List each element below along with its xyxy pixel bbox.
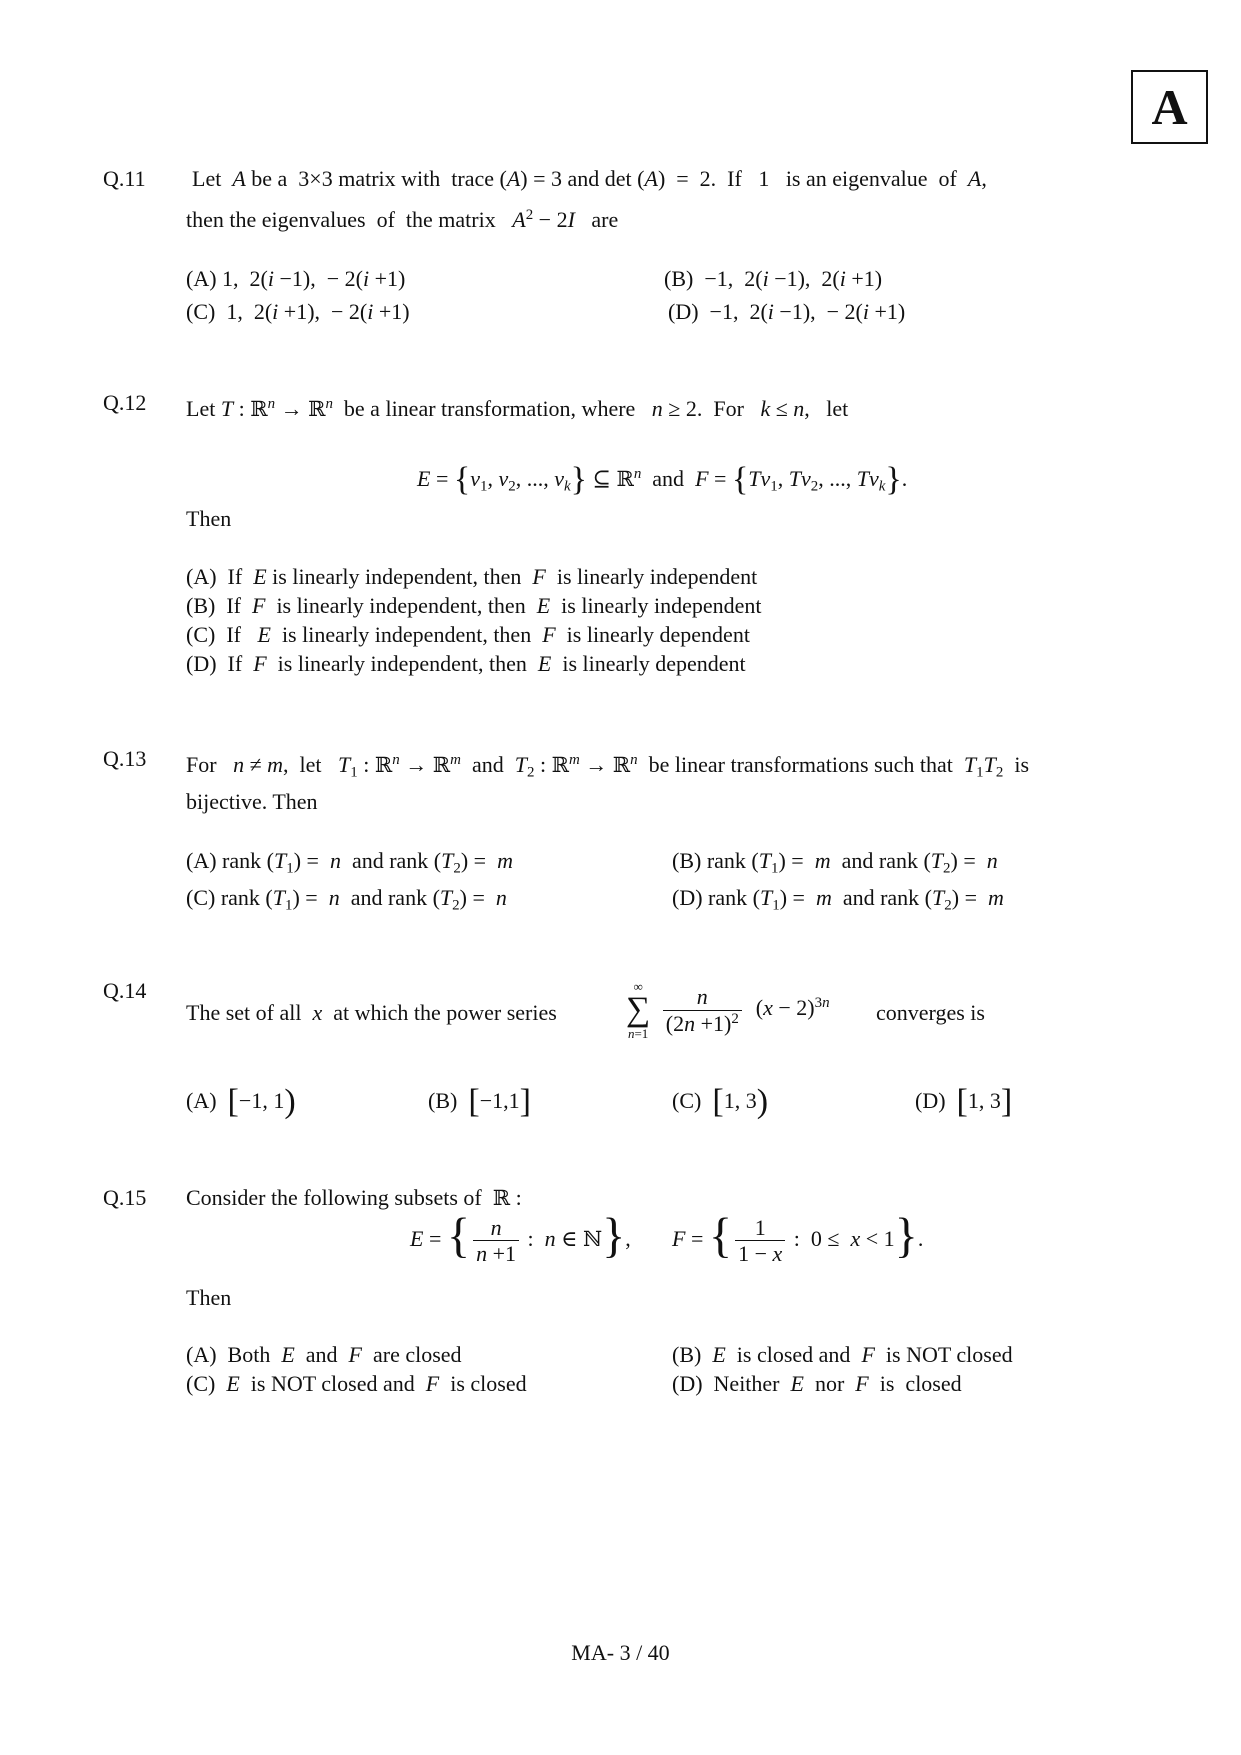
q14-fraction: $\frac{n}{(2n +1)^2}$ [663, 984, 742, 1036]
q11-option-d[interactable]: (D) −1, 2(i −1), − 2(i +1) [668, 299, 906, 324]
q11-option-c[interactable]: (C) 1, 2(i +1), − 2(i +1) [186, 299, 410, 324]
q14-option-c[interactable]: (C) [1, 3) [672, 1083, 769, 1121]
q14-option-b[interactable]: (B) [−1,1] [428, 1083, 531, 1121]
q13-option-d[interactable]: (D) rank $(T_1) = m$ and rank $(T_2) = m$ [672, 885, 1004, 914]
q15-option-d[interactable]: (D) Neither E nor F is closed [672, 1371, 962, 1396]
page-footer: MA- 3 / 40 [571, 1640, 670, 1665]
q12-option-b[interactable]: (B) If F is linearly independent, then E is linearly independent [186, 593, 762, 618]
question-number-12: Q.12 [103, 390, 147, 415]
q15-set-e: E = { $\frac{n}{n +1}$ : n ∈ ℕ}, [410, 1209, 631, 1267]
q15-stem: Consider the following subsets of ℝ : [186, 1185, 522, 1210]
q13-option-a[interactable]: (A) rank $(T_1) = n$ and rank $(T_2) = m$ [186, 848, 513, 877]
q12-option-c[interactable]: (C) If E is linearly independent, then F is linearly dependent [186, 622, 750, 647]
q11-option-b[interactable]: (B) −1, 2(i −1), 2(i +1) [664, 266, 883, 291]
q14-option-d[interactable]: (D) [1, 3] [915, 1083, 1013, 1121]
q15-option-c[interactable]: (C) E is NOT closed and F is closed [186, 1371, 527, 1396]
q15-set-f: F = { $\frac{1}{1 - x}$ : 0 ≤ x < 1}. [672, 1209, 924, 1267]
paper-set-badge: A [1131, 70, 1208, 144]
q11-option-a[interactable]: (A) 1, 2(i −1), − 2(i +1) [186, 266, 406, 291]
q14-stem-text: The set of all x at which the power series [186, 1000, 557, 1025]
q13-option-b[interactable]: (B) rank $(T_1) = m$ and rank $(T_2) = n$ [672, 848, 998, 877]
q15-option-a[interactable]: (A) Both E and F are closed [186, 1342, 462, 1367]
q11-stem-line1: Let A be a 3×3 matrix with trace (A) = 3 and det (A) = 2. If 1 is an eigenvalue of A, [192, 166, 987, 191]
q12-sets-definition: $E = \{v_1$, $v_2$, ..., $v_k$} ⊆ ℝ$^n$ and $F = \{Tv_1$, $Tv_2$, ..., $Tv_k$}. [417, 461, 908, 499]
q11-stem-line2: then the eigenvalues of the matrix $A^2 - 2I$ are [186, 206, 619, 232]
q13-option-c[interactable]: (C) rank $(T_1) = n$ and rank $(T_2) = n$ [186, 885, 507, 914]
q13-stem-line1: For n ≠ m, let $T_1$ : ℝ$^n$ → ℝ$^m$ and $T_2$ : ℝ$^m$ → ℝ$^n$ be linear transformations such that $T_1T_2$ is [186, 751, 1030, 781]
q12-option-a[interactable]: (A) If E is linearly independent, then F is linearly independent [186, 564, 758, 589]
question-number-11: Q.11 [103, 166, 146, 191]
question-number-14: Q.14 [103, 978, 147, 1003]
q13-stem-line2: bijective. Then [186, 789, 318, 814]
q12-option-d[interactable]: (D) If F is linearly independent, then E is linearly dependent [186, 651, 746, 676]
question-number-15: Q.15 [103, 1185, 147, 1210]
q14-stem-tail: converges is [876, 1000, 985, 1025]
question-number-13: Q.13 [103, 746, 147, 771]
q12-then: Then [186, 506, 232, 531]
q15-option-b[interactable]: (B) E is closed and F is NOT closed [672, 1342, 1013, 1367]
q15-then: Then [186, 1285, 232, 1310]
q14-series-expression: ∞ ∑ n=1 $\frac{n}{(2n +1)^2}$ $(x - 2)^{3n}$ [626, 979, 830, 1041]
summation-symbol: ∞ ∑ n=1 [626, 979, 651, 1041]
q12-stem: Let T : ℝ$^n$ → ℝ$^n$ be a linear transformation, where n ≥ 2. For k ≤ n, let [186, 395, 849, 421]
q14-option-a[interactable]: (A) [−1, 1) [186, 1083, 296, 1121]
